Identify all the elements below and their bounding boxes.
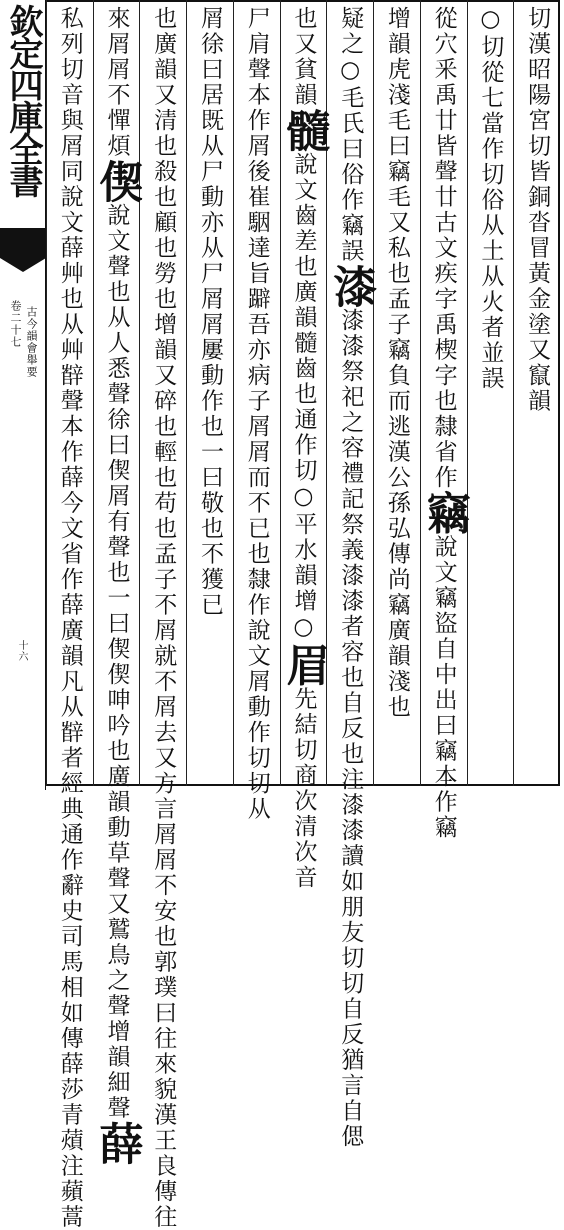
text-run: 切漢昭陽宮切皆銅沓冒黃金塗又竄韻: [524, 6, 551, 414]
text-column: [325, 0, 377, 1150]
text-column: [467, 0, 514, 786]
text-column: [139, 0, 186, 1230]
headword: 薛: [91, 1121, 143, 1165]
column-text: [150, 6, 176, 1230]
text-run: 從穴釆禹廿皆聲廿古文疾字禹楔字也隸省作: [430, 6, 457, 491]
text-column: [418, 0, 470, 841]
text-run: 屑徐曰居既从尸動亦从尸屑屑屢動作也一曰敬也不獲已: [196, 6, 223, 618]
text-column: [373, 0, 420, 786]
text-run: 增韻虎淺毛曰竊毛又私也孟子竊負而逃漢公孫弘傳尚竊廣韻淺也: [383, 6, 410, 720]
headword: 髓: [278, 108, 330, 152]
column-text: [384, 6, 410, 720]
book-title: 古今韻會舉要: [25, 306, 38, 378]
text-run: 先結切商次清次音: [290, 686, 317, 891]
text-column: [186, 0, 233, 786]
text-run: 也廣韻又清也殺也顧也勞也增韻又碎也輕也苟也孟子不屑就不屑去又方言屑屑不安也郭璞曰往來貌漢王良傳往: [150, 6, 177, 1230]
volume-number: 卷二十七: [9, 300, 22, 348]
text-run: 疑之○毛氏曰俗作竊誤: [337, 6, 364, 264]
text-column: [278, 0, 330, 891]
text-run: ○切從七當作切俗从土从火者並誤: [477, 6, 504, 392]
column-text: [325, 6, 377, 1150]
headword: 竊: [418, 490, 470, 535]
text-column: [513, 0, 560, 786]
text-run: 說文齒差也廣韻髓齒也通作切○平水韻增○: [290, 152, 317, 643]
text-column: [91, 0, 143, 1165]
column-text: [244, 6, 270, 822]
text-run: 尸肩聲本作屑後崔駰達旨躃吾亦病子屑屑而不已也隸作說文屑動作切切从: [243, 6, 270, 822]
text-run: 漆漆祭祀之容禮記祭義漆漆者容也自反也注漆漆讀如朋友切切自反猶言自偲: [337, 308, 364, 1150]
column-text: [278, 6, 330, 891]
column-text: [477, 6, 503, 392]
fishtail-mark: [0, 228, 46, 258]
text-run: 私列切音與屑同說文薛艸也从艸辥聲本作薛今文省作薛廣韻凡从辥者經典通作辭史司馬相如傳薛莎青薠注蘋蒿: [56, 6, 83, 1230]
text-run: 說文竊盜自中出曰竊本作竊: [430, 534, 457, 841]
headword: 漆: [325, 264, 377, 308]
collection-title: 欽定四庫全書: [3, 4, 43, 196]
column-text: [524, 6, 550, 414]
headword: 偰: [91, 159, 143, 203]
page-edge-margin: [0, 0, 46, 790]
text-column: [233, 0, 280, 822]
headword: 眉: [278, 642, 330, 687]
text-run: 說文聲也从人悉聲徐曰偰屑有聲也一曰偰偰呻吟也廣韻動草聲又鷲鳥之聲增韻細聲: [103, 203, 130, 1121]
text-column: [46, 0, 93, 1230]
text-run: 來屑屑不憚煩: [103, 6, 130, 159]
column-text: [418, 6, 470, 841]
page-number: 十六: [16, 640, 27, 662]
column-text: [57, 6, 83, 1230]
text-columns: [46, 0, 560, 1230]
column-text: [91, 6, 143, 1165]
column-text: [197, 6, 223, 618]
text-run: 也又貧韻: [290, 6, 317, 108]
